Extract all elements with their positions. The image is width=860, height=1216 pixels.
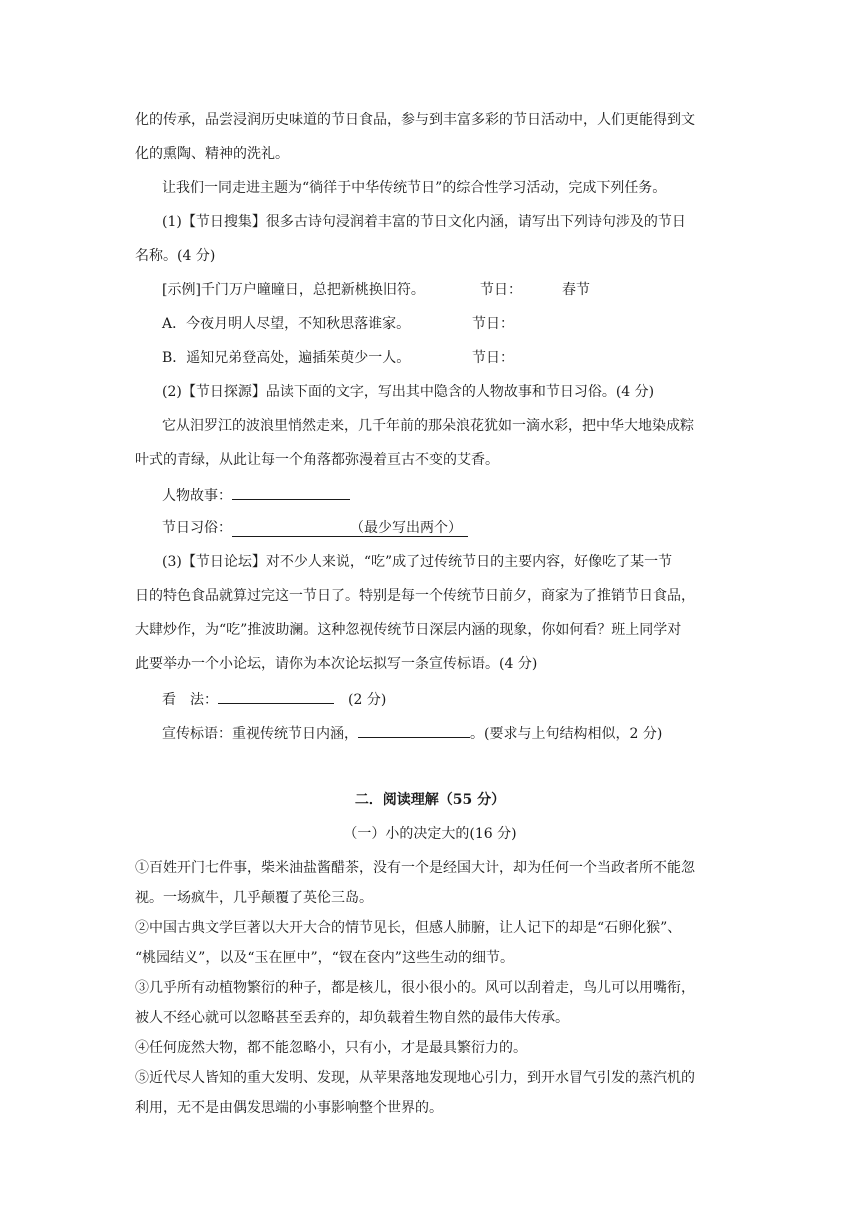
q1-example-label: 节日： — [480, 282, 522, 298]
q2-passage-line-2: 叶式的青绿，从此让每一个角落都弥漫着亘古不变的艾香。 — [135, 452, 499, 468]
q1-option-a-text: A．今夜月明人尽望，不知秋思落谁家。 — [162, 316, 411, 332]
q2-custom-note: （最少写出两个） — [350, 520, 462, 536]
q3-prompt-line-4: 此要举办一个小论坛，请你为本次论坛拟写一条宣传标语。(4 分) — [135, 656, 538, 672]
q2-story-row — [162, 484, 350, 506]
intro-line-1: 化的传承，品尝浸润历史味道的节日食品，参与到丰富多彩的节日活动中，人们更能得到文 — [135, 112, 695, 128]
passage-para-5-line-2: 利用，无不是由偶发思端的小事影响整个世界的。 — [135, 1100, 443, 1116]
q2-custom-label: 节日习俗： — [162, 520, 232, 536]
q3-prompt-line-3: 大肆炒作，为“吃”推波助澜。这种忽视传统节日深层内涵的现象，你如何看？班上同学对 — [135, 622, 682, 638]
q2-custom-row — [162, 518, 468, 538]
passage-para-2-line-2: “桃园结义”，以及“玉在匣中”，“钗在奁内”这些生动的细节。 — [135, 950, 514, 966]
q3-slogan-label: 宣传标语：重视传统节日内涵， — [162, 726, 358, 742]
q3-view-answer-blank[interactable] — [218, 688, 334, 704]
passage-para-3-line-1: ③几乎所有动植物繁衍的种子，都是核儿，很小很小的。风可以刮着走，鸟儿可以用嘴衔， — [135, 980, 695, 996]
q1-option-b-label: 节日： — [472, 350, 514, 366]
q3-view-row — [162, 688, 386, 710]
q2-story-label: 人物故事： — [162, 488, 232, 504]
section-2-subtitle: （一）小的决定大的(16 分) — [343, 826, 517, 842]
q3-slogan-answer-blank[interactable] — [358, 722, 470, 738]
q2-custom-answer-blank[interactable] — [232, 520, 468, 537]
q3-view-label: 看 法： — [162, 692, 218, 708]
q2-passage-line-1: 它从汨罗江的波浪里悄然走来，几千年前的那朵浪花犹如一滴水彩，把中华大地染成粽 — [162, 418, 694, 434]
q3-view-score: (2 分) — [348, 692, 387, 708]
passage-para-1-line-1: ①百姓开门七件事，柴米油盐酱醋茶，没有一个是经国大计，却为任何一个当政者所不能忽 — [135, 860, 695, 876]
passage-para-1-line-2: 视。一场疯牛，几乎颠覆了英伦三岛。 — [135, 890, 373, 906]
passage-para-4: ④任何庞然大物，都不能忽略小，只有小，才是最具繁衍力的。 — [135, 1040, 527, 1056]
q3-slogan-row — [162, 722, 662, 744]
q3-prompt-line-1: (3)【节日论坛】对不少人来说，“吃”成了过传统节日的主要内容，好像吃了某一节 — [162, 554, 673, 570]
q1-prompt-line-2: 名称。(4 分) — [135, 248, 216, 264]
q1-example-answer: 春节 — [562, 282, 590, 298]
q2-prompt: (2)【节日探源】品读下面的文字，写出其中隐含的人物故事和节日习俗。(4 分) — [162, 384, 655, 400]
passage-para-5-line-1: ⑤近代尽人皆知的重大发明、发现，从苹果落地发现地心引力，到开水冒气引发的蒸汽机的 — [135, 1070, 695, 1086]
q1-example-text: [示例]千门万户曈曈日，总把新桃换旧符。 — [162, 282, 425, 298]
q1-option-b-text: B．遥知兄弟登高处，遍插茱萸少一人。 — [162, 350, 411, 366]
q1-option-a-label: 节日： — [472, 316, 514, 332]
section-2-title: 二．阅读理解（55 分） — [354, 792, 506, 808]
q3-prompt-line-2: 日的特色食品就算过完这一节日了。特别是每一个传统节日前夕，商家为了推销节日食品， — [135, 588, 695, 604]
intro-line-3: 让我们一同走进主题为“徜徉于中华传统节日”的综合性学习活动，完成下列任务。 — [162, 180, 667, 196]
q2-story-answer-blank[interactable] — [232, 484, 350, 500]
q1-prompt-line-1: (1)【节日搜集】很多古诗句浸润着丰富的节日文化内涵，请写出下列诗句涉及的节日 — [162, 214, 686, 230]
intro-line-2: 化的熏陶、精神的洗礼。 — [135, 146, 289, 162]
passage-para-3-line-2: 被人不经心就可以忽略甚至丢弃的，却负载着生物自然的最伟大传承。 — [135, 1010, 569, 1026]
passage-para-2-line-1: ②中国古典文学巨著以大开大合的情节见长，但感人肺腑，让人记下的却是“石卵化猴”、 — [135, 920, 682, 936]
q3-slogan-note: 。(要求与上句结构相似，2 分) — [470, 726, 663, 742]
